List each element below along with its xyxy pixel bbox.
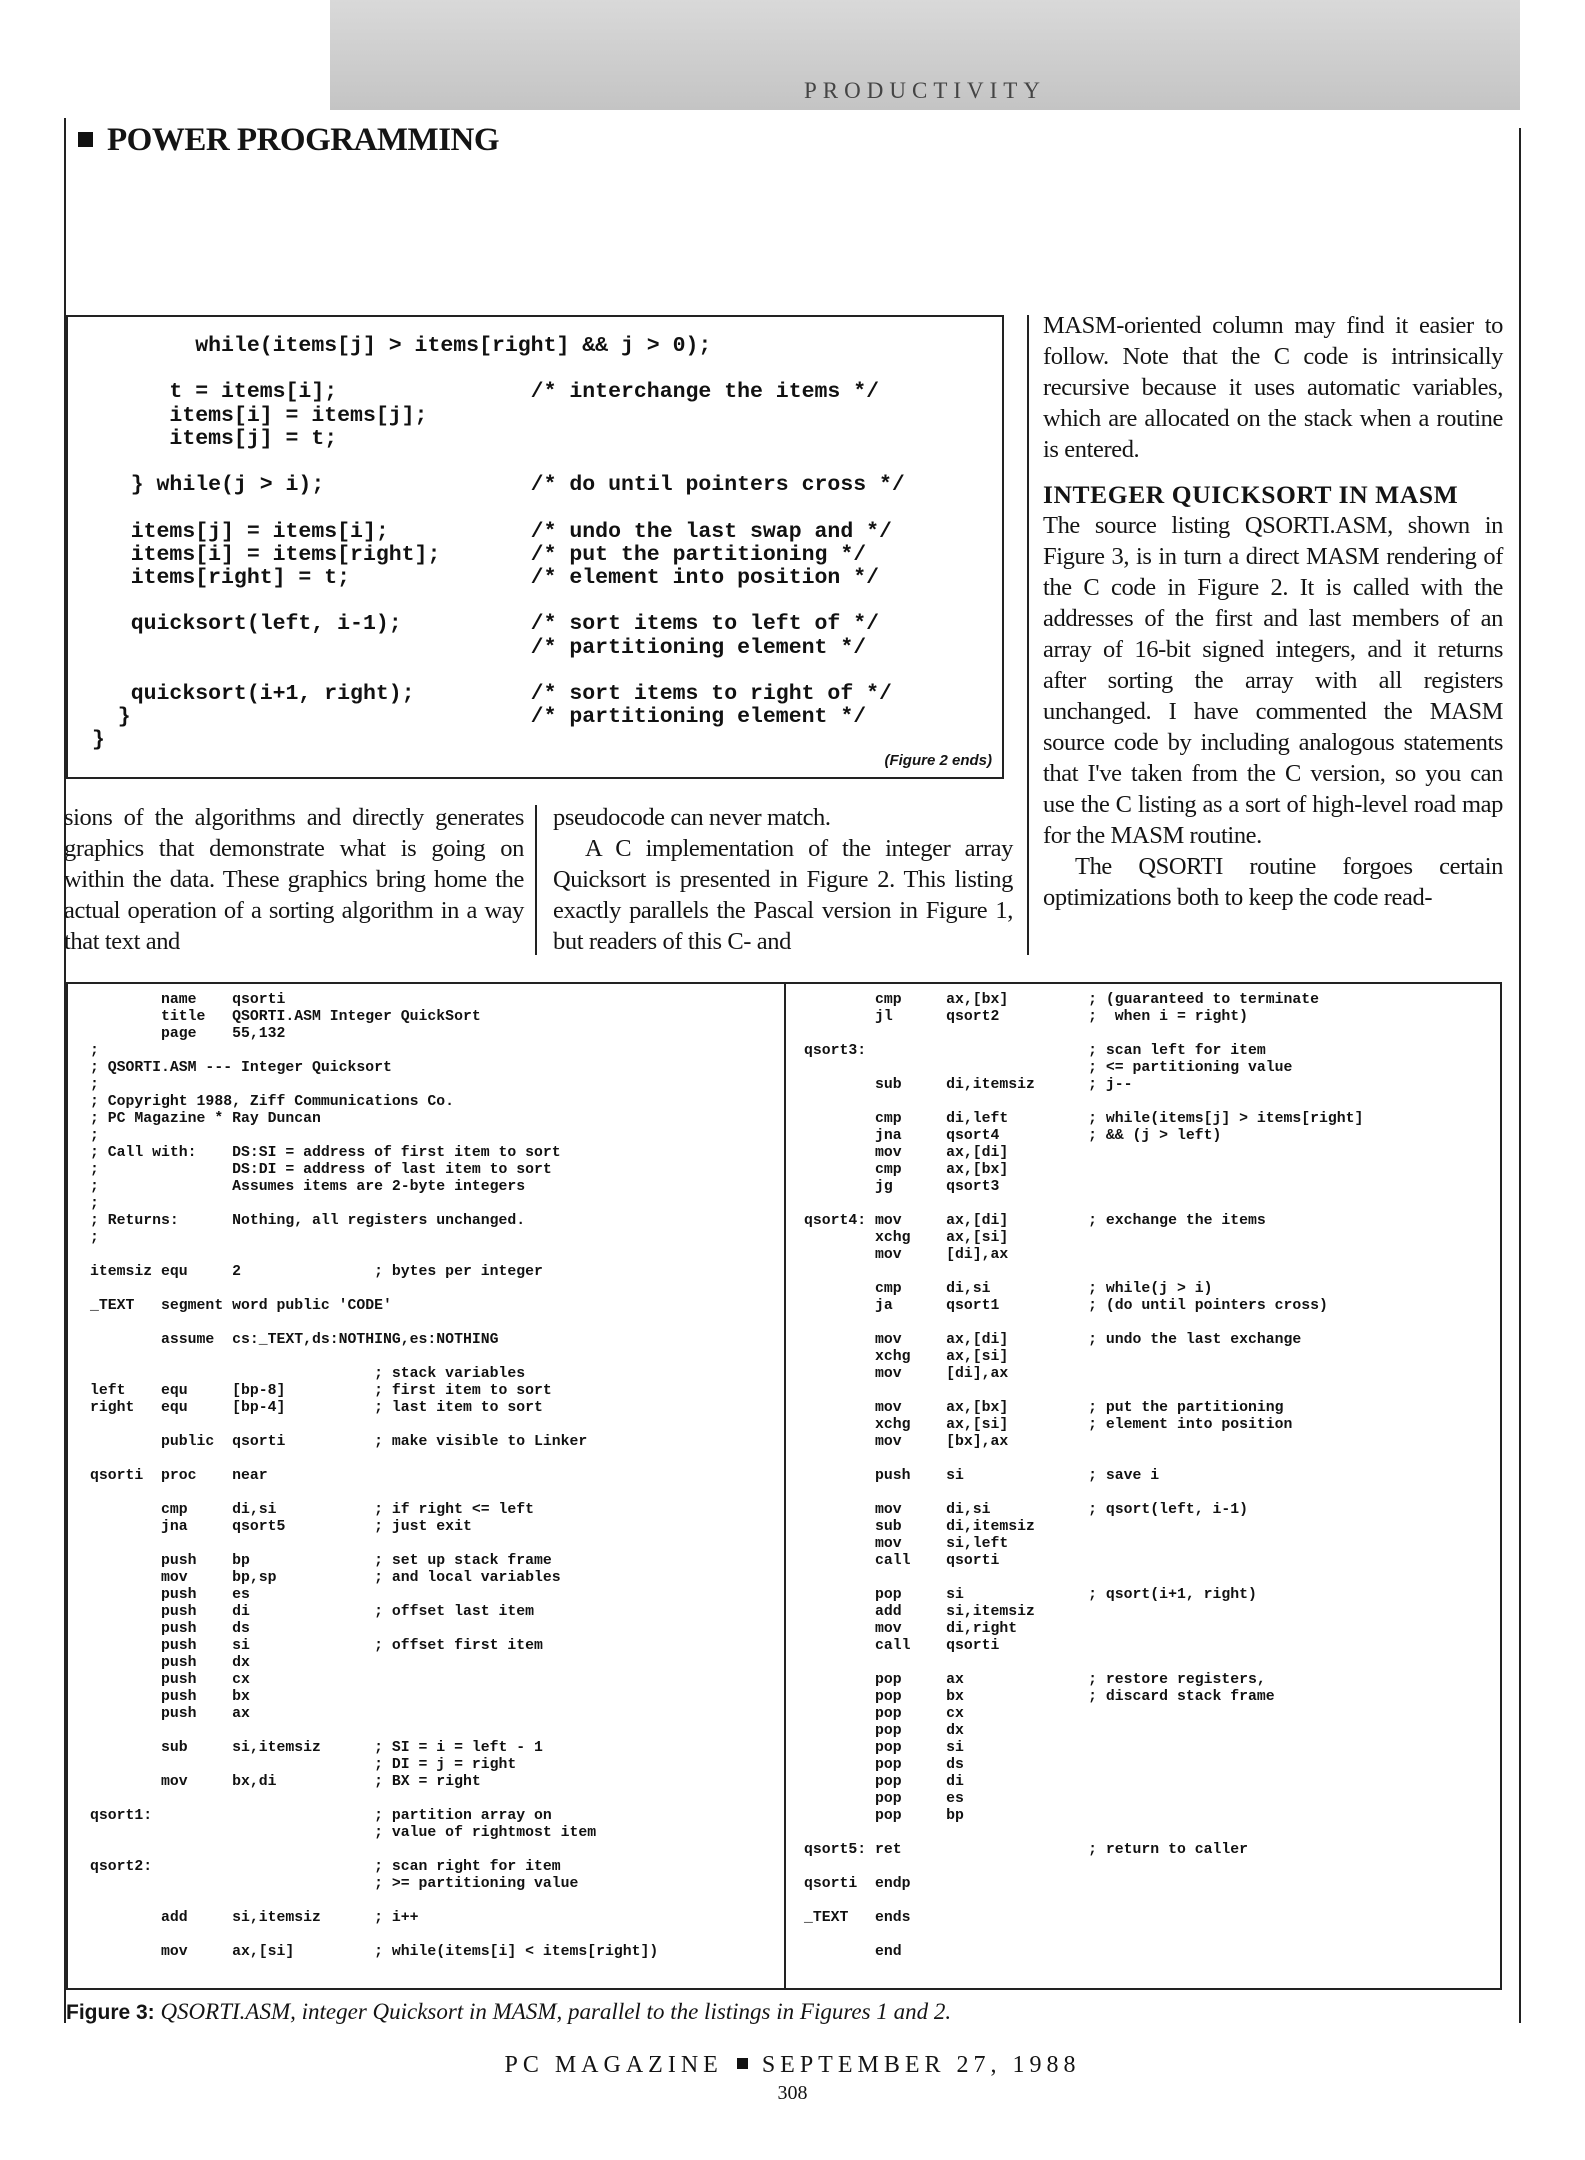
- body-column-2: [553, 802, 1013, 957]
- figure-2-box: [66, 315, 1004, 779]
- issue-date: SEPTEMBER 27, 1988: [761, 2052, 1081, 2078]
- magazine-name: PC MAGAZINE: [504, 2052, 723, 2078]
- section-subheading: INTEGER QUICKSORT IN MASM: [1043, 480, 1459, 509]
- column-title-text: POWER PROGRAMMING: [107, 122, 500, 158]
- figure-3-code-right: cmp ax,[bx] ; (guaranteed to terminate jl qsort2 ; when i = right) qsort3: ; scan left for item ; <= partitioning value sub di,itemsiz ; j-- cmp di,left ; while(items[j] > items[right] jna qsort4 ; && (j > left) mov ax,[di] cmp ax,[bx] jg qsort3 qsort4: mov ax,[di] ; exchange the items xchg ax,[si] mov [di],ax cmp di,si ; while(j > i) ja qsort1 ; (do until pointers cross) mov ax,[di] ; undo the last exchange xchg ax,[si] mov [di],ax mov ax,[bx] ; put the partitioning xchg ax,[si] ; element into position mov [bx],ax push si ; save i mov di,si ; qsort(left, i-1) sub di,itemsiz mov si,left call qsorti pop si ; qsort(i+1, right) add si,itemsiz mov di,right call qsorti pop ax ; restore registers, pop bx ; discard stack frame pop cx pop dx pop si pop ds pop di pop es pop bp qsort5: ret ; return to caller qsorti endp _TEXT ends end: [804, 992, 1364, 1960]
- figure-3-code-left: name qsorti title QSORTI.ASM Integer QuickSort page 55,132 ; ; QSORTI.ASM --- Integer Quicksort ; ; Copyright 1988, Ziff Communications Co. ; PC Magazine * Ray Duncan ; ; Call with: DS:SI = address of first item to sort ; DS:DI = address of last item to sort ; Assumes items are 2-byte integers ; ; Returns: Nothing, all registers unchanged. ; itemsiz equ 2 ; bytes per integer _TEXT segment word public 'CODE' assume cs:_TEXT,ds:NOTHING,es:NOTHING ; stack variables left equ [bp-8] ; first item to sort right equ [bp-4] ; last item to sort public qsorti ; make visible to Linker qsorti proc near cmp di,si ; if right <= left jna qsort5 ; just exit push bp ; set up stack frame mov bp,sp ; and local variables push es push di ; offset last item push ds push si ; offset first item push dx push cx push bx push ax sub si,itemsiz ; SI = i = left - 1 ; DI = j = right mov bx,di ; BX = right qsort1: ; partition array on ; value of rightmost item qsort2: ; scan right for item ; >= partitioning value add si,itemsiz ; i++ mov ax,[si] ; while(items[i] < items[right]): [90, 992, 659, 1960]
- page-number: 308: [777, 2082, 808, 2104]
- section-label: PRODUCTIVITY: [804, 78, 1046, 103]
- body-column-3: [1043, 310, 1503, 913]
- paragraph: A C implementation of the integer array Quicksort is presented in Figure 2. This listing exactly parallels the Pascal version in Figure 1, but readers of this C- and: [553, 835, 1013, 955]
- page-footer: [0, 2052, 1585, 2079]
- column-divider: [535, 805, 537, 955]
- figure-2-end-note: (Figure 2 ends): [884, 752, 992, 769]
- paragraph: MASM-oriented column may find it easier to follow. Note that the C code is intrinsically recursive because it uses automatic variables, which are allocated on the stack when a routine is entered.: [1043, 312, 1503, 463]
- paragraph: The QSORTI routine forgoes certain optimizations both to keep the code read-: [1043, 853, 1503, 911]
- paragraph: pseudocode can never match.: [553, 804, 831, 831]
- paragraph: sions of the algorithms and directly generates graphics that demonstrate what is going on within the data. These graphics bring home the actual operation of a sorting algorithm in a way that text and: [64, 804, 524, 955]
- figure-3-divider: [784, 984, 786, 1988]
- figure-3-caption: [66, 1999, 951, 2025]
- column-divider: [1027, 315, 1029, 955]
- paragraph: The source listing QSORTI.ASM, shown in Figure 3, is in turn a direct MASM rendering of the C code in Figure 2. It is called with the addresses of the first and last members of an array of 16-bit signed integers, and it returns after sorting the array with all registers unchanged. I have commented the MASM source code by including analogous statements that I've taken from the C version, so you can use the C listing as a sort of high-level road map for the MASM routine.: [1043, 512, 1503, 849]
- figure-2-code: while(items[j] > items[right] && j > 0); t = items[i]; /* interchange the items */ items[i] = items[j]; items[j] = t; } while(j > i); /* do until pointers cross */ items[j] = items[i]; /* undo the last swap and */ items[i] = items[right]; /* put the partitioning */ items[right] = t; /* element into position */ quicksort(left, i-1); /* sort items to left of */ /* partitioning element */ quicksort(i+1, right); /* sort items to right of */ } /* partitioning element */ }: [92, 334, 905, 753]
- column-title: [78, 122, 499, 159]
- right-rule: [1519, 128, 1521, 2023]
- square-bullet-icon: [78, 132, 93, 147]
- caption-label: Figure 3:: [66, 2001, 155, 2024]
- caption-text: QSORTI.ASM, integer Quicksort in MASM, parallel to the listings in Figures 1 and 2.: [154, 1999, 952, 2024]
- figure-3-box: [66, 982, 1502, 1990]
- square-bullet-icon: [737, 2058, 748, 2069]
- body-column-1: [64, 802, 524, 957]
